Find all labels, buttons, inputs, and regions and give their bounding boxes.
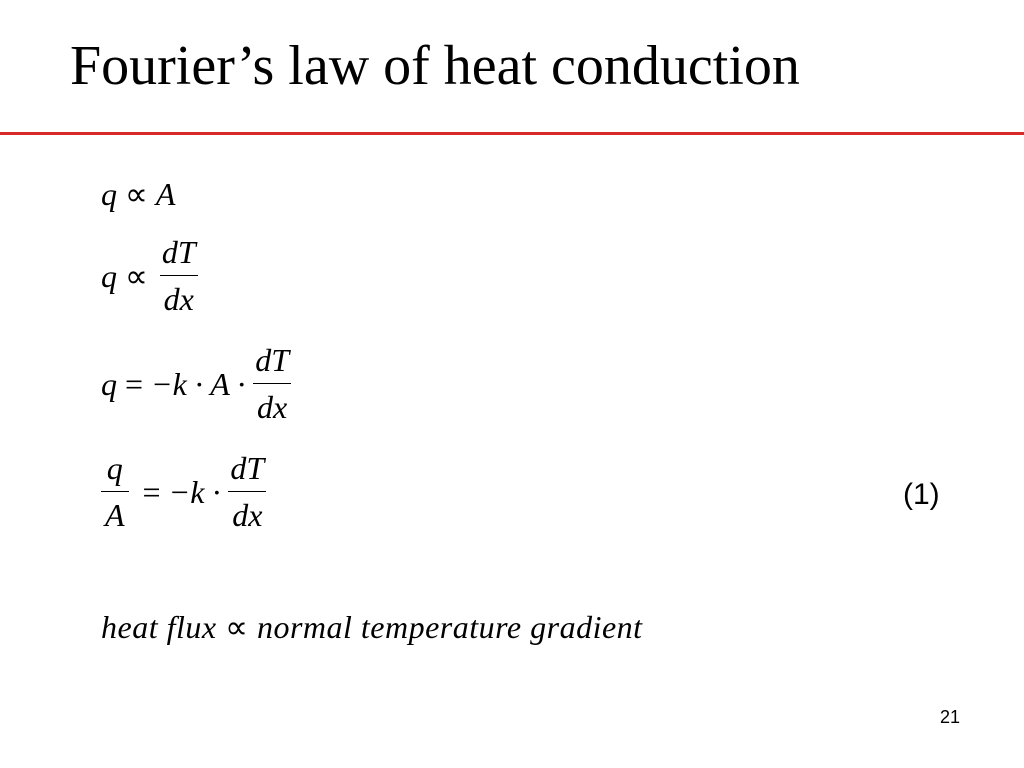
proportional-symbol: ∝	[125, 257, 148, 294]
equation-heat-flux	[101, 452, 274, 531]
eq3-rhs-terms: −k · A ·	[151, 365, 246, 402]
slide-title: Fourier’s law of heat conduction	[70, 35, 800, 97]
flux-fraction	[101, 452, 129, 531]
equals-symbol: =	[125, 365, 144, 402]
equation-fourier-law	[101, 344, 299, 423]
statement-right: normal temperature gradient	[256, 609, 643, 645]
gradient-fraction	[226, 452, 268, 531]
equation-proportional-area	[101, 178, 175, 210]
eq1-rhs: A	[155, 176, 176, 212]
eq2-lhs: q	[101, 257, 117, 294]
gradient-fraction	[251, 344, 293, 423]
eq4-rhs-terms: −k ·	[168, 473, 221, 510]
fraction-numerator: q	[106, 450, 123, 486]
statement-left: heat flux	[101, 609, 217, 645]
fraction-denominator: A	[101, 491, 129, 531]
fraction-denominator: dx	[228, 491, 266, 531]
fraction-denominator: dx	[253, 383, 291, 423]
proportional-symbol: ∝	[225, 609, 249, 645]
eq1-lhs: q	[101, 176, 117, 212]
equation-number: (1)	[903, 478, 940, 511]
equation-proportional-gradient	[101, 236, 206, 315]
page-number: 21	[940, 707, 961, 727]
fraction-numerator: dT	[230, 450, 265, 486]
gradient-fraction	[158, 236, 200, 315]
eq3-lhs: q	[101, 365, 117, 402]
fraction-numerator: dT	[161, 234, 196, 270]
fraction-numerator: dT	[255, 342, 290, 378]
heat-flux-statement	[101, 608, 643, 646]
fraction-denominator: dx	[160, 275, 198, 315]
proportional-symbol: ∝	[125, 176, 148, 212]
equals-symbol: =	[142, 473, 161, 510]
title-divider	[0, 132, 1024, 135]
